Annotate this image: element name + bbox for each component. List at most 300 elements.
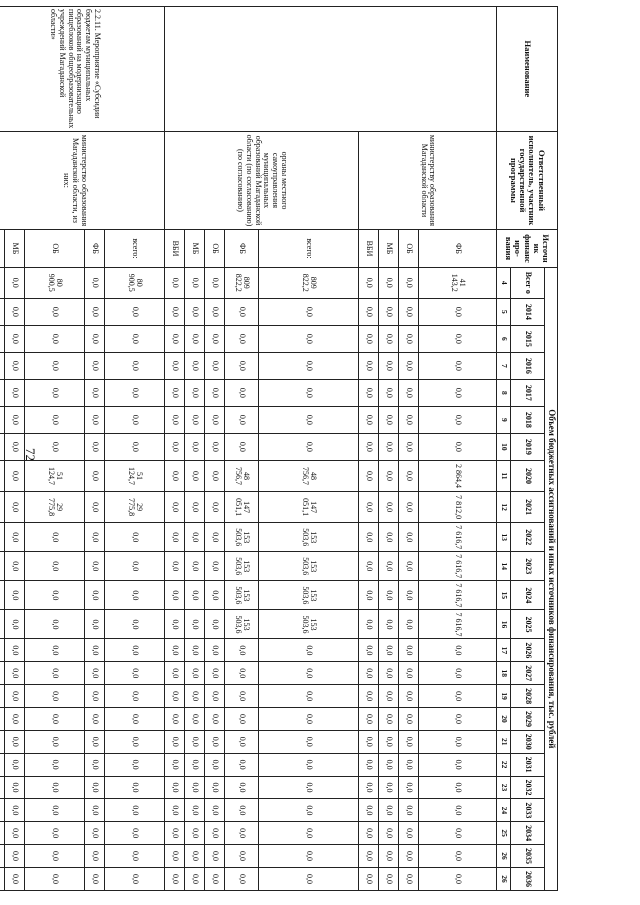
row-year-value: 0,0 — [379, 662, 399, 685]
row-year-value: 0,0 — [5, 867, 25, 890]
row-year-value: 0,0 — [185, 581, 205, 610]
column-number: 26 — [497, 867, 511, 890]
column-number: 8 — [497, 379, 511, 406]
row-year-value: 0,0 — [185, 433, 205, 460]
row-year-value — [0, 460, 5, 491]
column-number: 17 — [497, 639, 511, 662]
row-year-value: 0,0 — [359, 753, 379, 776]
header-year: 2036 — [511, 867, 545, 890]
header-responsible: Ответственный исполнитель, участник государственной программы — [497, 131, 558, 230]
row-year-value: 0,0 — [25, 753, 85, 776]
row-year-value: 0,0 — [359, 379, 379, 406]
row-year-value: 0,0 — [165, 662, 185, 685]
row-year-value: 0,0 — [5, 753, 25, 776]
row-year-value: 0,0 — [359, 730, 379, 753]
row-year-value: 0,0 — [185, 753, 205, 776]
row-year-value: 0,0 — [419, 753, 497, 776]
header-total: Всег о — [511, 267, 545, 298]
row-year-value: 0,0 — [225, 822, 259, 845]
row-year-value: 0,0 — [379, 845, 399, 868]
row-year-value: 0,0 — [165, 799, 185, 822]
row-year-value: 0,0 — [105, 753, 165, 776]
header-name: Наименование — [497, 7, 558, 132]
row-year-value: 0,0 — [85, 379, 105, 406]
row-year-value — [0, 523, 5, 552]
row-year-value: 0,0 — [225, 776, 259, 799]
row-year-value: 0,0 — [85, 662, 105, 685]
row-year-value — [0, 379, 5, 406]
row-source: МБ — [185, 230, 205, 267]
header-year: 2019 — [511, 433, 545, 460]
row-year-value: 0,0 — [5, 685, 25, 708]
row-total: 0,0 — [359, 267, 379, 298]
row-year-value: 0,0 — [419, 685, 497, 708]
row-year-value: 0,0 — [359, 845, 379, 868]
row-year-value — [0, 776, 5, 799]
row-year-value: 0,0 — [399, 406, 419, 433]
row-year-value: 0,0 — [205, 298, 225, 325]
row-total: 809 822,2 — [259, 267, 359, 298]
row-year-value: 0,0 — [399, 845, 419, 868]
column-number: 23 — [497, 776, 511, 799]
row-year-value — [0, 433, 5, 460]
row-year-value: 0,0 — [259, 352, 359, 379]
column-number: 26 — [497, 845, 511, 868]
row-total: 0,0 — [85, 267, 105, 298]
row-year-value: 0,0 — [85, 298, 105, 325]
row-year-value: 0,0 — [165, 708, 185, 731]
row-year-value: 0,0 — [399, 610, 419, 639]
row-year-value — [0, 581, 5, 610]
row-responsible: министерству образования Магаданской области — [359, 131, 497, 230]
row-year-value: 0,0 — [85, 708, 105, 731]
row-year-value: 0,0 — [25, 352, 85, 379]
row-year-value: 0,0 — [205, 460, 225, 491]
row-year-value: 0,0 — [165, 639, 185, 662]
table-row — [105, 7, 165, 891]
row-year-value: 0,0 — [399, 822, 419, 845]
header-year: 2034 — [511, 822, 545, 845]
row-year-value: 0,0 — [205, 867, 225, 890]
row-year-value: 0,0 — [85, 799, 105, 822]
row-year-value: 0,0 — [225, 730, 259, 753]
row-year-value: 0,0 — [379, 433, 399, 460]
row-total: 0,0 — [379, 267, 399, 298]
row-year-value: 0,0 — [225, 685, 259, 708]
row-year-value: 0,0 — [399, 867, 419, 890]
row-year-value: 0,0 — [105, 867, 165, 890]
column-number: 5 — [497, 298, 511, 325]
row-year-value: 0,0 — [205, 433, 225, 460]
row-year-value: 0,0 — [359, 298, 379, 325]
column-number: 20 — [497, 708, 511, 731]
row-year-value: 0,0 — [5, 406, 25, 433]
row-year-value: 0,0 — [379, 379, 399, 406]
row-year-value: 0,0 — [379, 492, 399, 523]
row-year-value — [0, 610, 5, 639]
row-year-value: 0,0 — [205, 639, 225, 662]
row-year-value: 0,0 — [165, 776, 185, 799]
row-year-value: 0,0 — [205, 662, 225, 685]
row-year-value: 0,0 — [379, 298, 399, 325]
row-year-value: 0,0 — [105, 581, 165, 610]
row-name — [165, 7, 497, 132]
header-year: 2031 — [511, 753, 545, 776]
row-year-value: 0,0 — [259, 753, 359, 776]
row-year-value: 0,0 — [205, 845, 225, 868]
row-year-value: 0,0 — [259, 730, 359, 753]
row-year-value: 0,0 — [359, 523, 379, 552]
row-year-value: 0,0 — [165, 460, 185, 491]
row-year-value: 2 864,4 — [419, 460, 497, 491]
row-year-value — [0, 352, 5, 379]
row-year-value: 0,0 — [185, 867, 205, 890]
row-year-value: 0,0 — [399, 776, 419, 799]
row-source: МБ — [5, 230, 25, 267]
row-source: ВБИ — [359, 230, 379, 267]
row-year-value: 0,0 — [85, 685, 105, 708]
row-year-value: 7 616,7 — [419, 523, 497, 552]
header-volume: Объем бюджетных ассигнований и иных источников финансирования, тыс. рублей — [545, 267, 558, 890]
row-year-value: 0,0 — [379, 730, 399, 753]
row-year-value: 0,0 — [25, 662, 85, 685]
row-responsible: органы местного самоуправления муниципальных образований Магаданской области (по согласованию) (по согласованию) — [165, 131, 359, 230]
row-year-value: 0,0 — [379, 753, 399, 776]
row-year-value: 0,0 — [259, 662, 359, 685]
row-year-value: 0,0 — [105, 708, 165, 731]
row-year-value — [0, 492, 5, 523]
row-year-value: 0,0 — [225, 639, 259, 662]
row-year-value: 0,0 — [399, 379, 419, 406]
header-year: 2023 — [511, 552, 545, 581]
row-year-value — [0, 325, 5, 352]
row-year-value: 0,0 — [419, 352, 497, 379]
row-year-value: 147 051,1 — [259, 492, 359, 523]
row-year-value: 0,0 — [359, 639, 379, 662]
column-number: 11 — [497, 460, 511, 491]
row-year-value: 0,0 — [399, 581, 419, 610]
row-year-value: 0,0 — [25, 298, 85, 325]
row-year-value: 0,0 — [185, 325, 205, 352]
row-year-value: 0,0 — [85, 639, 105, 662]
row-year-value: 0,0 — [5, 492, 25, 523]
row-year-value: 7 812,0 — [419, 492, 497, 523]
row-year-value: 0,0 — [5, 639, 25, 662]
column-number: 6 — [497, 325, 511, 352]
row-year-value: 0,0 — [25, 776, 85, 799]
row-year-value: 0,0 — [105, 352, 165, 379]
row-year-value: 0,0 — [259, 639, 359, 662]
row-year-value: 0,0 — [85, 460, 105, 491]
row-name: 2.2.11. Мероприятие «Субсидии бюджетам муниципальных образований на модернизацию пищеблоков общеобразовательных учреждений Магаданской области» — [0, 7, 165, 132]
row-year-value: 0,0 — [359, 460, 379, 491]
row-year-value: 0,0 — [259, 867, 359, 890]
row-year-value — [0, 685, 5, 708]
row-year-value: 0,0 — [419, 867, 497, 890]
row-year-value: 0,0 — [419, 845, 497, 868]
row-year-value: 0,0 — [25, 325, 85, 352]
row-total: 80 900,5 — [25, 267, 85, 298]
row-year-value: 0,0 — [5, 610, 25, 639]
row-year-value: 0,0 — [185, 406, 205, 433]
row-year-value: 0,0 — [25, 685, 85, 708]
budget-table-body — [0, 7, 497, 891]
row-year-value: 0,0 — [205, 776, 225, 799]
row-year-value: 0,0 — [105, 685, 165, 708]
row-year-value — [0, 298, 5, 325]
row-year-value: 0,0 — [85, 867, 105, 890]
row-year-value: 0,0 — [359, 708, 379, 731]
row-year-value: 0,0 — [85, 845, 105, 868]
row-year-value: 0,0 — [379, 552, 399, 581]
row-year-value: 0,0 — [85, 352, 105, 379]
row-year-value: 0,0 — [359, 492, 379, 523]
row-year-value: 0,0 — [225, 379, 259, 406]
row-year-value: 0,0 — [225, 708, 259, 731]
row-year-value: 0,0 — [165, 433, 185, 460]
row-year-value: 51 124,7 — [25, 460, 85, 491]
row-year-value: 0,0 — [5, 298, 25, 325]
row-year-value: 0,0 — [419, 708, 497, 731]
row-year-value: 0,0 — [225, 799, 259, 822]
column-number: 4 — [497, 267, 511, 298]
row-year-value: 0,0 — [165, 581, 185, 610]
row-year-value: 0,0 — [399, 753, 419, 776]
row-year-value: 0,0 — [185, 730, 205, 753]
row-year-value: 0,0 — [25, 523, 85, 552]
row-year-value: 48 756,7 — [225, 460, 259, 491]
header-row-top — [545, 7, 558, 891]
row-year-value: 0,0 — [205, 352, 225, 379]
row-year-value: 0,0 — [105, 776, 165, 799]
row-year-value: 0,0 — [419, 325, 497, 352]
row-year-value: 0,0 — [25, 822, 85, 845]
row-year-value: 0,0 — [25, 867, 85, 890]
column-number: 22 — [497, 753, 511, 776]
row-year-value: 0,0 — [185, 610, 205, 639]
row-year-value: 0,0 — [5, 708, 25, 731]
row-year-value: 29 775,8 — [25, 492, 85, 523]
row-year-value — [0, 639, 5, 662]
row-year-value: 0,0 — [259, 845, 359, 868]
row-year-value: 0,0 — [419, 799, 497, 822]
header-year: 2016 — [511, 352, 545, 379]
row-year-value: 0,0 — [399, 352, 419, 379]
row-year-value — [0, 406, 5, 433]
row-year-value: 153 503,6 — [225, 610, 259, 639]
row-total: 0,0 — [5, 267, 25, 298]
row-year-value: 0,0 — [165, 845, 185, 868]
row-year-value: 29 775,8 — [105, 492, 165, 523]
row-year-value: 0,0 — [85, 776, 105, 799]
row-year-value: 0,0 — [205, 492, 225, 523]
row-year-value: 0,0 — [105, 325, 165, 352]
row-year-value: 0,0 — [225, 845, 259, 868]
row-year-value: 0,0 — [379, 639, 399, 662]
row-year-value: 0,0 — [185, 776, 205, 799]
header-year: 2026 — [511, 639, 545, 662]
row-source — [0, 230, 5, 267]
row-year-value: 0,0 — [225, 352, 259, 379]
column-number: 24 — [497, 799, 511, 822]
row-year-value: 0,0 — [399, 433, 419, 460]
row-year-value: 0,0 — [205, 379, 225, 406]
row-year-value: 153 503,6 — [259, 581, 359, 610]
row-source: ФБ — [419, 230, 497, 267]
row-year-value: 0,0 — [259, 799, 359, 822]
row-total: 0,0 — [399, 267, 419, 298]
row-year-value: 0,0 — [379, 460, 399, 491]
row-year-value: 0,0 — [165, 406, 185, 433]
row-year-value: 0,0 — [205, 708, 225, 731]
row-total — [0, 267, 5, 298]
row-year-value: 0,0 — [5, 822, 25, 845]
row-year-value: 153 503,6 — [225, 523, 259, 552]
row-year-value: 0,0 — [25, 379, 85, 406]
column-number: 13 — [497, 523, 511, 552]
row-year-value: 0,0 — [85, 552, 105, 581]
row-source: ФБ — [85, 230, 105, 267]
row-year-value: 0,0 — [105, 845, 165, 868]
row-year-value — [0, 799, 5, 822]
header-year: 2018 — [511, 406, 545, 433]
row-year-value: 0,0 — [225, 325, 259, 352]
row-year-value: 0,0 — [105, 662, 165, 685]
row-total: 0,0 — [165, 267, 185, 298]
row-year-value: 7 616,7 — [419, 610, 497, 639]
row-year-value: 0,0 — [205, 581, 225, 610]
row-year-value: 0,0 — [5, 799, 25, 822]
row-year-value: 0,0 — [165, 685, 185, 708]
row-year-value: 0,0 — [25, 708, 85, 731]
row-year-value: 0,0 — [5, 460, 25, 491]
row-year-value: 0,0 — [419, 379, 497, 406]
column-number: 16 — [497, 610, 511, 639]
column-number: 7 — [497, 352, 511, 379]
row-year-value: 0,0 — [259, 433, 359, 460]
row-year-value: 0,0 — [419, 662, 497, 685]
row-year-value: 0,0 — [225, 298, 259, 325]
row-year-value: 0,0 — [419, 298, 497, 325]
row-year-value: 0,0 — [165, 552, 185, 581]
row-year-value: 0,0 — [399, 639, 419, 662]
row-year-value: 0,0 — [399, 523, 419, 552]
row-year-value: 0,0 — [205, 552, 225, 581]
row-year-value: 0,0 — [399, 552, 419, 581]
row-year-value: 0,0 — [359, 867, 379, 890]
row-year-value: 0,0 — [205, 730, 225, 753]
header-year: 2033 — [511, 799, 545, 822]
row-year-value: 0,0 — [25, 406, 85, 433]
row-year-value: 0,0 — [185, 298, 205, 325]
row-year-value: 0,0 — [165, 325, 185, 352]
row-source: ФБ — [225, 230, 259, 267]
row-year-value: 0,0 — [5, 845, 25, 868]
row-total: 0,0 — [205, 267, 225, 298]
row-year-value: 0,0 — [185, 845, 205, 868]
row-year-value: 0,0 — [379, 523, 399, 552]
row-year-value: 0,0 — [205, 822, 225, 845]
row-year-value: 0,0 — [259, 822, 359, 845]
row-year-value: 0,0 — [205, 610, 225, 639]
row-year-value: 0,0 — [379, 581, 399, 610]
row-year-value: 0,0 — [185, 460, 205, 491]
row-year-value: 0,0 — [419, 730, 497, 753]
row-year-value: 0,0 — [259, 325, 359, 352]
row-year-value: 0,0 — [185, 799, 205, 822]
row-year-value: 0,0 — [259, 708, 359, 731]
row-year-value: 0,0 — [5, 352, 25, 379]
row-year-value: 0,0 — [185, 708, 205, 731]
row-year-value: 153 503,6 — [259, 610, 359, 639]
row-year-value: 153 503,6 — [259, 523, 359, 552]
row-source: ОБ — [25, 230, 85, 267]
table-row — [259, 7, 359, 891]
row-year-value: 0,0 — [419, 639, 497, 662]
row-year-value: 0,0 — [105, 406, 165, 433]
row-year-value: 0,0 — [399, 298, 419, 325]
row-year-value — [0, 753, 5, 776]
row-year-value: 0,0 — [379, 708, 399, 731]
row-year-value: 0,0 — [185, 352, 205, 379]
row-year-value: 0,0 — [85, 433, 105, 460]
row-year-value: 0,0 — [259, 776, 359, 799]
row-year-value: 0,0 — [399, 685, 419, 708]
row-total: 0,0 — [185, 267, 205, 298]
row-year-value — [0, 552, 5, 581]
row-year-value: 0,0 — [185, 662, 205, 685]
row-year-value: 0,0 — [419, 406, 497, 433]
row-total: 41 143,2 — [419, 267, 497, 298]
header-source: Источник финансиро-вания — [497, 230, 558, 267]
row-year-value: 0,0 — [165, 492, 185, 523]
row-year-value: 0,0 — [359, 552, 379, 581]
row-year-value: 0,0 — [85, 822, 105, 845]
row-year-value: 0,0 — [185, 822, 205, 845]
header-year: 2017 — [511, 379, 545, 406]
row-year-value: 0,0 — [105, 433, 165, 460]
row-year-value — [0, 867, 5, 890]
column-number: 19 — [497, 685, 511, 708]
row-year-value: 0,0 — [399, 799, 419, 822]
row-year-value: 147 051,1 — [225, 492, 259, 523]
row-year-value: 0,0 — [165, 610, 185, 639]
row-year-value: 0,0 — [379, 799, 399, 822]
row-year-value: 0,0 — [259, 298, 359, 325]
budget-table — [0, 6, 558, 891]
row-year-value — [0, 730, 5, 753]
row-year-value: 0,0 — [359, 685, 379, 708]
row-year-value: 0,0 — [205, 523, 225, 552]
row-source: ОБ — [399, 230, 419, 267]
row-source: всего: — [259, 230, 359, 267]
row-year-value: 153 503,6 — [225, 552, 259, 581]
row-year-value: 0,0 — [185, 639, 205, 662]
header-year: 2015 — [511, 325, 545, 352]
row-year-value — [0, 845, 5, 868]
row-year-value: 0,0 — [105, 610, 165, 639]
row-year-value: 0,0 — [359, 325, 379, 352]
row-year-value: 0,0 — [85, 523, 105, 552]
row-year-value: 0,0 — [185, 552, 205, 581]
row-year-value: 0,0 — [5, 662, 25, 685]
row-year-value: 0,0 — [379, 406, 399, 433]
row-year-value: 0,0 — [399, 325, 419, 352]
row-year-value: 0,0 — [85, 492, 105, 523]
row-year-value: 0,0 — [225, 662, 259, 685]
row-year-value: 0,0 — [5, 433, 25, 460]
row-year-value: 0,0 — [359, 433, 379, 460]
